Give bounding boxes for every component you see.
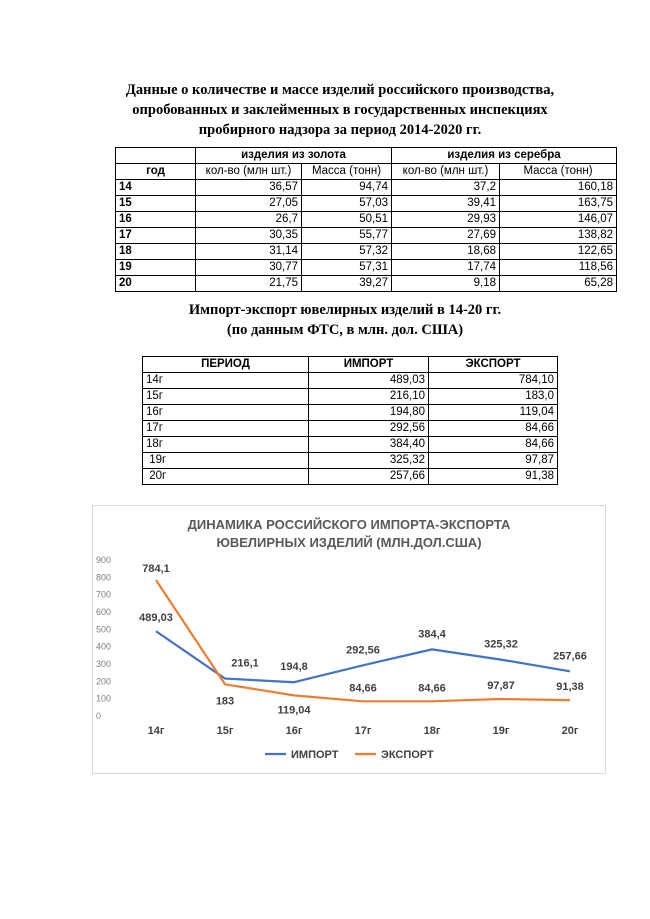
y-tick-label: 400 bbox=[96, 641, 112, 652]
value-cell: 37,2 bbox=[392, 180, 500, 196]
y-tick-label: 800 bbox=[96, 572, 112, 583]
assay-table-row bbox=[116, 260, 617, 276]
x-tick-label: 14г bbox=[147, 725, 165, 737]
import-data-label: 194,8 bbox=[280, 661, 308, 674]
import-data-label: 257,66 bbox=[553, 650, 587, 663]
import-data-label: 292,56 bbox=[346, 644, 380, 657]
value-cell: 31,14 bbox=[196, 244, 302, 260]
year-cell: 18 bbox=[116, 244, 196, 260]
year-cell: 14 bbox=[116, 180, 196, 196]
legend-export-label: ЭКСПОРТ bbox=[381, 749, 434, 761]
x-tick-label: 20г bbox=[561, 725, 579, 737]
assay-table-row bbox=[116, 180, 617, 196]
trade-table bbox=[142, 356, 558, 485]
assay-table-row bbox=[116, 276, 617, 292]
value-cell: 94,74 bbox=[302, 180, 392, 196]
value-cell: 784,10 bbox=[429, 373, 558, 389]
value-cell: 21,75 bbox=[196, 276, 302, 292]
gold-count-header: кол-во (млн шт.) bbox=[196, 164, 302, 180]
trade-table-row bbox=[143, 469, 558, 485]
export-data-label: 784,1 bbox=[142, 563, 170, 576]
import-data-label: 489,03 bbox=[139, 612, 173, 625]
legend-import-label: ИМПОРТ bbox=[291, 749, 339, 761]
value-cell: 122,65 bbox=[500, 244, 617, 260]
value-cell: 97,87 bbox=[429, 453, 558, 469]
trade-title bbox=[130, 300, 560, 340]
value-cell: 384,40 bbox=[309, 437, 429, 453]
value-cell: 160,18 bbox=[500, 180, 617, 196]
year-cell: 20 bbox=[116, 276, 196, 292]
value-cell: 26,7 bbox=[196, 212, 302, 228]
y-tick-label: 200 bbox=[96, 676, 112, 687]
trade-table-row bbox=[143, 421, 558, 437]
trade-title-line-2: (по данным ФТС, в млн. дол. США) bbox=[226, 322, 464, 338]
x-tick-label: 19г bbox=[492, 725, 510, 737]
x-tick-label: 17г bbox=[354, 725, 372, 737]
period-cell: 14г bbox=[143, 373, 309, 389]
line-chart bbox=[93, 506, 605, 773]
x-tick-label: 18г bbox=[423, 725, 441, 737]
import-column-header: ИМПОРТ bbox=[309, 357, 429, 373]
gold-group-header: изделия из золота bbox=[196, 148, 392, 164]
value-cell: 36,57 bbox=[196, 180, 302, 196]
trade-title-line-1: Импорт-экспорт ювелирных изделий в 14-20 гг. bbox=[188, 302, 502, 318]
document-title-line-1: Данные о количестве и массе изделий российского производства, bbox=[125, 82, 555, 98]
value-cell: 57,31 bbox=[302, 260, 392, 276]
value-cell: 27,69 bbox=[392, 228, 500, 244]
y-tick-label: 600 bbox=[96, 607, 112, 617]
year-cell: 16 bbox=[116, 212, 196, 228]
value-cell: 29,93 bbox=[392, 212, 500, 228]
period-cell: 17г bbox=[143, 421, 309, 437]
value-cell: 183,0 bbox=[429, 389, 558, 405]
gold-mass-header: Масса (тонн) bbox=[302, 164, 392, 180]
y-tick-label: 900 bbox=[96, 555, 112, 565]
trade-table-row bbox=[143, 373, 558, 389]
trade-table-row bbox=[143, 437, 558, 453]
value-cell: 84,66 bbox=[429, 421, 558, 437]
period-cell: 18г bbox=[143, 437, 309, 453]
import-data-label: 325,32 bbox=[484, 638, 518, 651]
value-cell: 57,32 bbox=[302, 244, 392, 260]
value-cell: 39,27 bbox=[302, 276, 392, 292]
y-tick-label: 500 bbox=[96, 624, 112, 635]
value-cell: 292,56 bbox=[309, 421, 429, 437]
silver-mass-header: Масса (тонн) bbox=[500, 164, 617, 180]
assay-table bbox=[115, 147, 617, 292]
assay-table-row bbox=[116, 244, 617, 260]
value-cell: 17,74 bbox=[392, 260, 500, 276]
trade-table-row bbox=[143, 405, 558, 421]
period-column-header: ПЕРИОД bbox=[143, 357, 309, 373]
year-cell: 17 bbox=[116, 228, 196, 244]
y-tick-label: 0 bbox=[96, 711, 102, 721]
export-column-header: ЭКСПОРТ bbox=[429, 357, 558, 373]
chart-title-line-1: ДИНАМИКА РОССИЙСКОГО ИМПОРТА-ЭКСПОРТА bbox=[187, 517, 511, 532]
value-cell: 27,05 bbox=[196, 196, 302, 212]
value-cell: 119,04 bbox=[429, 405, 558, 421]
document-title-line-3: пробирного надзора за период 2014-2020 гг. bbox=[198, 122, 482, 138]
x-tick-label: 15г bbox=[216, 725, 234, 737]
export-data-label: 97,87 bbox=[487, 680, 515, 693]
value-cell: 216,10 bbox=[309, 389, 429, 405]
export-data-label: 91,38 bbox=[556, 681, 584, 694]
value-cell: 257,66 bbox=[309, 469, 429, 485]
import-data-label: 216,1 bbox=[231, 657, 259, 670]
year-column-header: год bbox=[116, 164, 196, 180]
period-cell: 19г bbox=[143, 453, 309, 469]
period-cell: 20г bbox=[143, 469, 309, 485]
value-cell: 118,56 bbox=[500, 260, 617, 276]
value-cell: 325,32 bbox=[309, 453, 429, 469]
value-cell: 55,77 bbox=[302, 228, 392, 244]
value-cell: 30,77 bbox=[196, 260, 302, 276]
value-cell: 39,41 bbox=[392, 196, 500, 212]
assay-table-row bbox=[116, 196, 617, 212]
export-data-label: 119,04 bbox=[277, 704, 311, 717]
period-cell: 15г bbox=[143, 389, 309, 405]
value-cell: 18,68 bbox=[392, 244, 500, 260]
value-cell: 50,51 bbox=[302, 212, 392, 228]
x-tick-label: 16г bbox=[285, 725, 303, 737]
document-title bbox=[90, 80, 590, 140]
value-cell: 91,38 bbox=[429, 469, 558, 485]
year-cell: 15 bbox=[116, 196, 196, 212]
value-cell: 163,75 bbox=[500, 196, 617, 212]
value-cell: 489,03 bbox=[309, 373, 429, 389]
y-tick-label: 700 bbox=[96, 589, 112, 600]
assay-table-row bbox=[116, 228, 617, 244]
trade-table-row bbox=[143, 453, 558, 469]
value-cell: 30,35 bbox=[196, 228, 302, 244]
chart-title-line-2: ЮВЕЛИРНЫХ ИЗДЕЛИЙ (МЛН.ДОЛ.США) bbox=[216, 535, 482, 550]
export-data-label: 84,66 bbox=[349, 682, 377, 695]
silver-group-header: изделия из серебра bbox=[392, 148, 617, 164]
document-title-line-2: опробованных и заклейменных в государственных инспекциях bbox=[132, 102, 548, 118]
export-data-label: 183 bbox=[215, 695, 235, 708]
value-cell: 146,07 bbox=[500, 212, 617, 228]
assay-table-row bbox=[116, 212, 617, 228]
y-tick-label: 100 bbox=[96, 693, 112, 704]
value-cell: 138,82 bbox=[500, 228, 617, 244]
silver-count-header: кол-во (млн шт.) bbox=[392, 164, 500, 180]
value-cell: 194,80 bbox=[309, 405, 429, 421]
value-cell: 84,66 bbox=[429, 437, 558, 453]
year-cell: 19 bbox=[116, 260, 196, 276]
y-tick-label: 300 bbox=[96, 659, 112, 669]
import-data-label: 384,4 bbox=[418, 628, 446, 641]
trade-table-row bbox=[143, 389, 558, 405]
chart-container bbox=[92, 505, 606, 774]
assay-table-corner bbox=[116, 148, 196, 164]
value-cell: 9,18 bbox=[392, 276, 500, 292]
value-cell: 57,03 bbox=[302, 196, 392, 212]
period-cell: 16г bbox=[143, 405, 309, 421]
value-cell: 65,28 bbox=[500, 276, 617, 292]
export-data-label: 84,66 bbox=[418, 682, 446, 695]
